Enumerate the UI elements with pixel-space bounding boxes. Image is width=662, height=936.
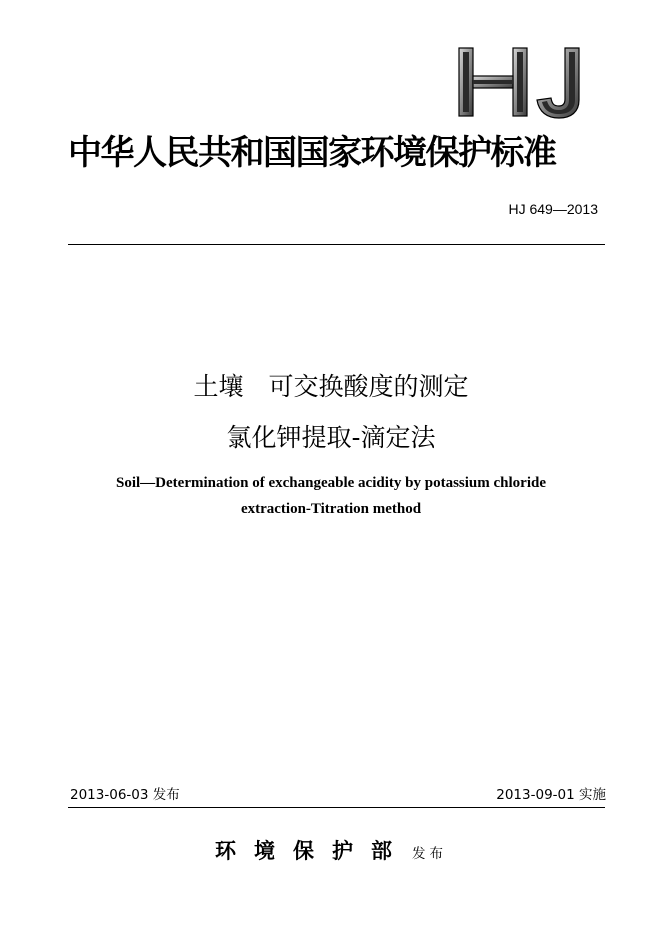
bottom-divider: [68, 807, 605, 808]
issue-date: 2013-06-03 发布: [70, 787, 180, 803]
english-title-line-1: Soil—Determination of exchangeable acidity by potassium chloride: [116, 475, 546, 491]
ministry-name: 环境保护部: [215, 838, 410, 863]
publisher-issued-label: 发布: [412, 846, 447, 862]
hj-logo-icon: [455, 44, 593, 120]
effective-date: 2013-09-01 实施: [496, 787, 606, 803]
top-divider: [68, 244, 605, 245]
publisher-line: [0, 836, 662, 869]
issuing-agency-title: 中华人民共和国国家环境保护标准: [68, 133, 556, 173]
chinese-title-line-2: 氯化钾提取-滴定法: [226, 423, 436, 452]
standard-number: HJ 649—2013: [508, 201, 598, 217]
english-title-line-2: extraction-Titration method: [240, 501, 422, 517]
chinese-title-line-1: 土壤 可交换酸度的测定: [193, 372, 469, 401]
